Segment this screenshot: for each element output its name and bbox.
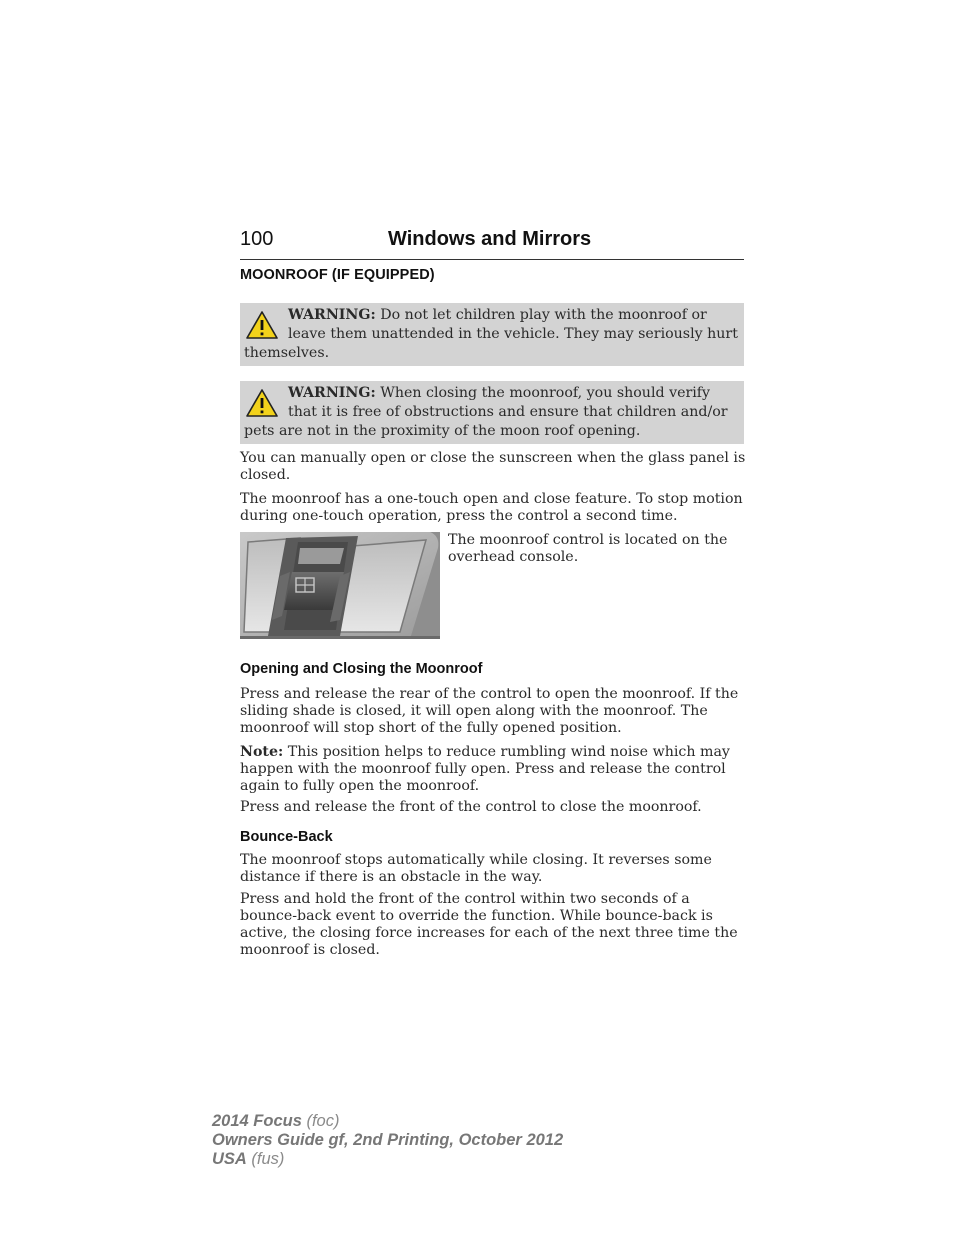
footer-market: USA	[212, 1150, 247, 1168]
footer-line-model	[212, 1112, 563, 1131]
warning-box-obstructions	[240, 381, 744, 444]
page-footer	[212, 1112, 563, 1169]
footer-line-market	[212, 1150, 563, 1169]
warning-text: When closing the moonroof, you should verify that it is free of obstructions and ensure that children and/or pets are not in the proximity of the moon roof opening.	[244, 385, 728, 439]
warning-triangle-icon	[245, 310, 279, 340]
note-text: This position helps to reduce rumbling wind noise which may happen with the moonroof fully open. Press and release the control again to fully open the moonroof.	[240, 744, 730, 794]
page-number: 100	[240, 228, 274, 250]
footer-guide-edition: Owners Guide gf, 2nd Printing, October 2012	[212, 1131, 564, 1149]
footer-market-code: (fus)	[246, 1150, 285, 1168]
note-paragraph	[240, 744, 746, 795]
warning-label: WARNING:	[288, 307, 376, 323]
paragraph-open-instructions: Press and release the rear of the control to open the moonroof. If the sliding shade is closed, it will open along with the moonroof. The moonroof will stop short of the fully opened position.	[240, 686, 739, 736]
figure-caption: The moonroof control is located on the overhead console.	[448, 532, 728, 565]
subheading-bounce-back: Bounce-Back	[240, 829, 333, 845]
paragraph-close-instructions: Press and release the front of the control to close the moonroof.	[240, 799, 702, 815]
note-label: Note:	[240, 744, 284, 760]
subheading-opening-closing: Opening and Closing the Moonroof	[240, 661, 483, 677]
warning-triangle-icon	[245, 388, 279, 418]
chapter-title: Windows and Mirrors	[388, 228, 592, 250]
warning-text: Do not let children play with the moonroof or leave them unattended in the vehicle. They may seriously hurt themselves.	[244, 307, 738, 361]
warning-label: WARNING:	[288, 385, 376, 401]
footer-model-code: (foc)	[301, 1112, 340, 1130]
overhead-console-image	[240, 532, 440, 639]
paragraph-sunscreen: You can manually open or close the sunscreen when the glass panel is closed.	[240, 450, 746, 483]
paragraph-bounce-back-2: Press and hold the front of the control within two seconds of a bounce-back event to override the function. While bounce-back is active, the closing force increases for each of the next three time the moonroof is closed.	[240, 891, 738, 958]
paragraph-bounce-back-1: The moonroof stops automatically while closing. It reverses some distance if there is an obstacle in the way.	[240, 852, 712, 885]
footer-model: 2014 Focus	[212, 1112, 302, 1130]
warning-box-children	[240, 303, 744, 366]
page-header	[240, 228, 744, 260]
paragraph-one-touch: The moonroof has a one-touch open and close feature. To stop motion during one-touch operation, press the control a second time.	[240, 491, 743, 524]
section-title: MOONROOF (IF EQUIPPED)	[240, 267, 435, 283]
